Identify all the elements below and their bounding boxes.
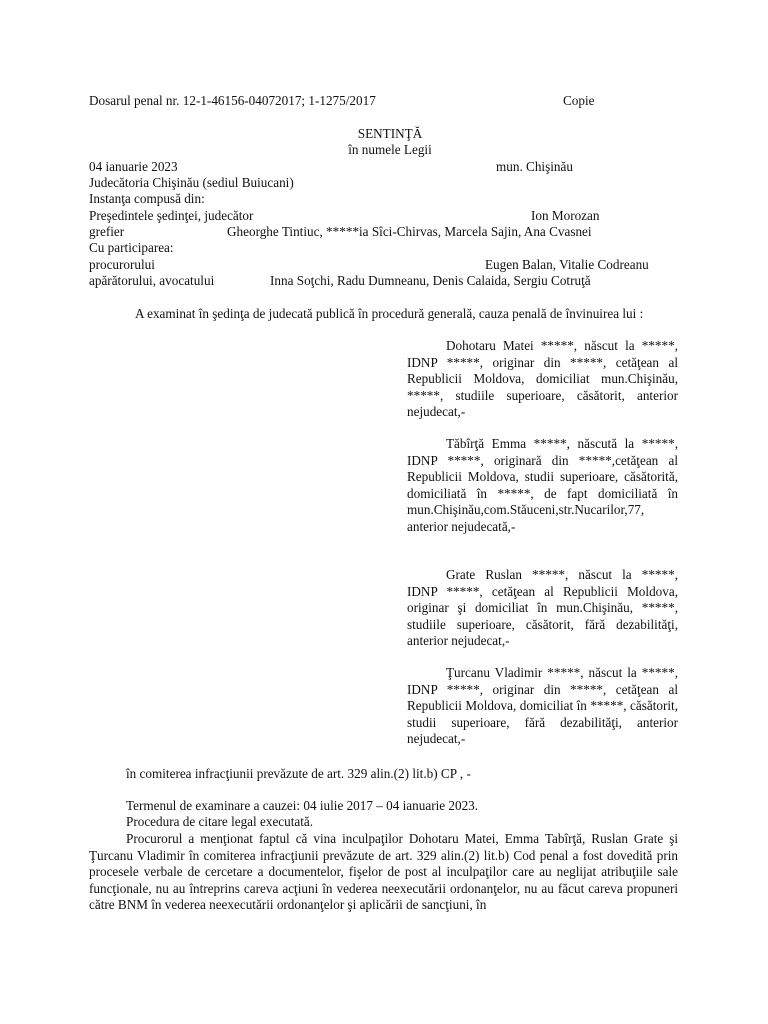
sentence-place: mun. Chişinău [496, 159, 573, 174]
copy-label: Copie [563, 93, 595, 108]
court-name: Judecătoria Chişinău (sediul Buiucani) [89, 175, 294, 190]
prosecutor-label: procurorului [89, 257, 155, 272]
body-paragraph [89, 831, 678, 914]
defendant-text: Ţurcanu Vladimir *****, născut la *****, IDNP *****, originar din *****, cetăţean al Republicii Moldova, domiciliat în *****, căsătorit, studii superioare, fără dezabilităţi, anterior nejudecat,- [407, 665, 678, 746]
presiding-name: Ion Morozan [531, 208, 600, 223]
examination-term: Termenul de examinare a cauzei: 04 iulie 2017 – 04 ianuarie 2023. [126, 798, 479, 813]
defendant-entry [407, 338, 678, 421]
defendant-entry [407, 665, 678, 748]
presiding-label: Preşedintele şedinţei, judecător [89, 208, 254, 223]
sentence-date: 04 ianuarie 2023 [89, 159, 178, 174]
participation-label: Cu participarea: [89, 240, 174, 255]
defendant-text: Dohotaru Matei *****, născut la *****, IDNP *****, originar din *****, cetăţean al Republicii Moldova, domiciliat mun.Chişinău, *****, studiile superioare, căsătorit, anterior nejudecat,- [407, 338, 678, 419]
defendant-entry [407, 436, 678, 535]
clerk-label: grefier [89, 224, 125, 239]
prosecutor-names: Eugen Balan, Vitalie Codreanu [485, 257, 649, 272]
document-title: SENTINŢĂ [357, 126, 423, 141]
defendant-entry [407, 567, 678, 650]
body-text: Procurorul a menţionat faptul că vina inculpaţilor Dohotaru Matei, Emma Tabîrţă, Ruslan Grate şi Ţurcanu Vladimir în comiterea infracţiunii prevăzute de art. 329 alin.(2) lit.b) Cod penal a fost dovedită prin procesele verbale de cercetare a documentelor, fişelor de post al inculpaţilor care au neglijat atribuţiile sale funcţionale, nu au întreprins careva acţiuni în vederea neexecutării ordonanţelor, nu au făcut careva propuneri către BNM în vederea neexecutării ordonanţelor şi aplicării de sancţiuni, în [89, 831, 678, 912]
citation-procedure: Procedura de citare legal executată. [126, 814, 314, 829]
intro-text: A examinat în şedinţa de judecată publică în procedură generală, cauza penală de învinuirea lui : [135, 306, 644, 321]
panel-label: Instanţa compusă din: [89, 191, 205, 206]
document-subtitle: în numele Legii [348, 142, 432, 157]
defendant-text: Grate Ruslan *****, născut la *****, IDNP *****, cetăţean al Republicii Moldova, originar şi domiciliat în mun.Chişinău, *****, studiile superioare, căsătorit, fără dezabilităţi, anterior nejudecat,- [407, 567, 678, 648]
defense-names: Inna Soţchi, Radu Dumneanu, Denis Calaida, Sergiu Cotruţă [270, 273, 591, 288]
defendant-text: Tăbîrţă Emma *****, născută la *****, IDNP *****, originară din *****,cetăţean al Republicii Moldova, studii superioare, căsătorită, domiciliată în *****, de fapt domiciliată în mun.Chişinău,com.Stăuceni,str.Nucarilor,77, anterior nejudecată,- [407, 436, 678, 534]
case-number: Dosarul penal nr. 12-1-46156-04072017; 1-1275/2017 [89, 93, 376, 108]
charge-text: în comiterea infracţiunii prevăzute de art. 329 alin.(2) lit.b) CP , - [126, 766, 471, 781]
defense-label: apărătorului, avocatului [89, 273, 215, 288]
clerk-names: Gheorghe Tintiuc, *****ia Sîci-Chirvas, Marcela Sajin, Ana Cvasnei [227, 224, 592, 239]
